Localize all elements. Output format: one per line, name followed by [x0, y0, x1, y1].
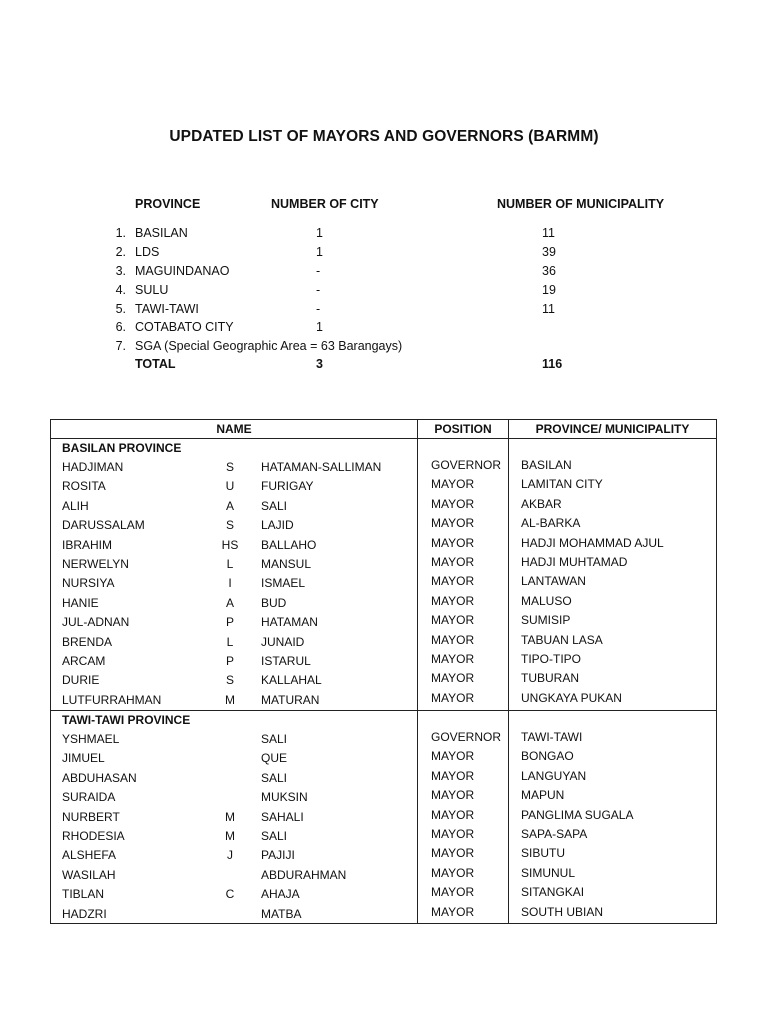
official-first-name: ROSITA [62, 479, 106, 494]
table-row [51, 887, 716, 906]
summary-row-province: TAWI-TAWI [135, 302, 199, 316]
official-middle-initial: A [225, 498, 234, 513]
summary-row-province: MAGUINDANAO [135, 264, 230, 278]
official-province-municipality: PANGLIMA SUGALA [521, 807, 634, 822]
official-middle-initial: S [225, 673, 234, 688]
table-row [51, 829, 716, 848]
summary-row-number: 6. [115, 320, 126, 334]
official-first-name: NERWELYN [62, 557, 129, 571]
official-first-name: ARCAM [62, 654, 106, 668]
official-last-name: BALLAHO [261, 537, 317, 552]
official-province-municipality: TABUAN LASA [521, 632, 603, 647]
official-last-name: HATAMAN-SALLIMAN [261, 460, 382, 474]
official-position: GOVERNOR [431, 730, 502, 744]
summary-section [0, 0, 768, 380]
official-last-name: ISTARUL [261, 654, 311, 668]
table-row [51, 751, 716, 770]
official-last-name: PAJIJI [261, 848, 295, 863]
table-row [51, 768, 716, 790]
summary-row-province: COTABATO CITY [135, 320, 234, 334]
official-last-name: BUD [261, 595, 287, 610]
official-last-name: MUKSIN [261, 790, 308, 805]
table-row [51, 518, 716, 537]
official-position: MAYOR [431, 593, 475, 608]
summary-row-city-count: - [316, 283, 321, 297]
official-middle-initial: C [225, 887, 235, 902]
official-position: MAYOR [431, 807, 475, 822]
official-last-name: HATAMAN [261, 615, 318, 630]
official-first-name: IBRAHIM [62, 537, 113, 552]
official-first-name: ALIH [62, 498, 89, 513]
table-header-rule [51, 438, 716, 439]
official-province-municipality: SIMUNUL [521, 865, 576, 880]
official-position: MAYOR [431, 477, 475, 492]
summary-header-municipality: NUMBER OF MUNICIPALITY [497, 197, 665, 211]
summary-row-number: 3. [115, 264, 126, 278]
summary-row-province: SGA (Special Geographic Area = 63 Barangays) [135, 339, 403, 353]
table-row [51, 460, 716, 479]
official-province-municipality: SOUTH UBIAN [521, 904, 604, 919]
official-first-name: SURAIDA [62, 790, 116, 805]
official-position: MAYOR [431, 613, 475, 628]
table-header-name: NAME [216, 422, 252, 436]
official-first-name: NURSIYA [62, 576, 115, 591]
official-first-name: HADJIMAN [62, 460, 124, 474]
official-middle-initial: M [225, 809, 235, 824]
official-province-municipality: MALUSO [521, 593, 572, 608]
summary-row-province: SULU [135, 283, 169, 297]
summary-row-number: 5. [115, 302, 126, 316]
official-province-municipality: LAMITAN CITY [521, 477, 603, 492]
summary-row-number: 4. [115, 283, 126, 297]
official-position: MAYOR [431, 632, 475, 647]
summary-row [0, 264, 768, 282]
summary-row-city-count: 1 [316, 320, 323, 334]
official-province-municipality: TIPO-TIPO [521, 652, 581, 666]
summary-row-number: 7. [115, 339, 126, 353]
summary-row-number: 2. [115, 245, 126, 259]
official-position: MAYOR [431, 885, 475, 900]
official-province-municipality: SIBUTU [521, 846, 566, 861]
official-last-name: JUNAID [261, 634, 305, 649]
official-last-name: SALI [261, 498, 288, 513]
table-row [51, 904, 716, 926]
table-row [51, 790, 716, 809]
official-middle-initial: S [225, 518, 234, 533]
official-last-name: SALI [261, 732, 288, 746]
official-last-name: MATURAN [261, 692, 320, 707]
official-first-name: ABDUHASAN [62, 770, 137, 785]
table-row [51, 732, 716, 751]
official-middle-initial: A [225, 595, 234, 610]
official-position: MAYOR [431, 535, 475, 550]
summary-header-province: PROVINCE [135, 197, 201, 211]
table-row [51, 654, 716, 673]
summary-header-city: NUMBER OF CITY [271, 197, 379, 211]
table-row [51, 615, 716, 634]
summary-row-number: 1. [115, 226, 126, 240]
official-last-name: SAHALI [261, 809, 304, 824]
summary-row-city-count: - [316, 264, 321, 278]
summary-row-municipality-count: 11 [542, 226, 555, 240]
official-first-name: ALSHEFA [62, 848, 117, 863]
official-position: MAYOR [431, 652, 475, 666]
table-row [51, 557, 716, 576]
official-first-name: JUL-ADNAN [62, 615, 130, 630]
summary-row-municipality-count: 11 [542, 302, 555, 316]
table-row [51, 479, 716, 498]
official-last-name: MATBA [261, 906, 302, 921]
official-first-name: NURBERT [62, 809, 120, 824]
table-section-title: TAWI-TAWI PROVINCE [62, 713, 191, 727]
official-province-municipality: BASILAN [521, 458, 572, 472]
official-province-municipality: TAWI-TAWI [521, 730, 583, 744]
official-last-name: MANSUL [261, 557, 312, 571]
summary-row-city-count: 1 [316, 226, 323, 240]
summary-row [0, 245, 768, 263]
table-row [51, 593, 716, 615]
official-middle-initial: J [227, 848, 233, 863]
table-row [51, 865, 716, 887]
official-position: MAYOR [431, 846, 475, 861]
table-row [51, 632, 716, 654]
official-first-name: HADZRI [62, 906, 107, 921]
table-header-position: POSITION [434, 422, 492, 436]
summary-row [0, 283, 768, 301]
table-row [51, 807, 716, 829]
official-province-municipality: SITANGKAI [521, 885, 585, 900]
official-middle-initial: I [228, 576, 232, 591]
document-title: UPDATED LIST OF MAYORS AND GOVERNORS (BARMM) [169, 128, 599, 145]
official-first-name: LUTFURRAHMAN [62, 692, 162, 707]
summary-row-municipality-count: 19 [542, 283, 556, 297]
official-last-name: FURIGAY [261, 479, 314, 494]
official-position: MAYOR [431, 574, 475, 589]
official-province-municipality: SAPA-SAPA [521, 827, 588, 841]
official-first-name: JIMUEL [62, 751, 105, 766]
official-position: MAYOR [431, 768, 475, 783]
summary-row [0, 226, 768, 244]
official-middle-initial: P [225, 654, 234, 668]
summary-row-city-count: - [316, 302, 321, 316]
official-middle-initial: L [226, 634, 234, 649]
official-last-name: LAJID [261, 518, 294, 533]
official-last-name: KALLAHAL [261, 673, 322, 688]
official-province-municipality: AKBAR [521, 496, 562, 511]
summary-row [0, 302, 768, 320]
summary-row-province: LDS [135, 245, 160, 259]
official-middle-initial: M [225, 692, 235, 707]
official-first-name: TIBLAN [62, 887, 105, 902]
official-middle-initial: P [225, 615, 234, 630]
official-middle-initial: U [225, 479, 235, 494]
official-first-name: WASILAH [62, 867, 116, 882]
official-position: MAYOR [431, 749, 475, 764]
official-middle-initial: S [225, 460, 234, 474]
official-first-name: DARUSSALAM [62, 518, 145, 533]
official-middle-initial: HS [221, 537, 239, 552]
official-position: MAYOR [431, 496, 475, 511]
official-position: MAYOR [431, 516, 475, 531]
official-last-name: SALI [261, 770, 288, 785]
official-province-municipality: SUMISIP [521, 613, 571, 628]
table-row [51, 690, 716, 712]
official-province-municipality: UNGKAYA PUKAN [521, 690, 622, 705]
official-first-name: BRENDA [62, 634, 113, 649]
official-last-name: QUE [261, 751, 288, 766]
official-first-name: RHODESIA [62, 829, 125, 843]
summary-row [0, 339, 768, 357]
official-province-municipality: AL-BARKA [521, 516, 581, 531]
table-row [51, 535, 716, 557]
officials-table [50, 419, 717, 924]
table-row [51, 673, 716, 692]
summary-total-city: 3 [316, 357, 323, 371]
official-first-name: HANIE [62, 595, 99, 610]
official-position: MAYOR [431, 690, 475, 705]
table-row [51, 496, 716, 518]
summary-row-city-count: 1 [316, 245, 323, 259]
official-last-name: ABDURAHMAN [261, 867, 347, 882]
table-section-title: BASILAN PROVINCE [62, 441, 182, 455]
summary-total-municipality: 116 [542, 357, 563, 371]
official-first-name: DURIE [62, 673, 100, 688]
official-province-municipality: LANTAWAN [521, 574, 586, 589]
official-position: MAYOR [431, 904, 475, 919]
official-province-municipality: HADJI MUHTAMAD [521, 555, 628, 569]
official-position: MAYOR [431, 671, 475, 686]
summary-row-province: BASILAN [135, 226, 188, 240]
summary-row-municipality-count: 39 [542, 245, 556, 259]
official-middle-initial: M [225, 829, 235, 843]
official-position: MAYOR [431, 865, 475, 880]
official-position: MAYOR [431, 827, 475, 841]
official-last-name: SALI [261, 829, 288, 843]
official-position: MAYOR [431, 788, 475, 803]
official-province-municipality: MAPUN [521, 788, 565, 803]
official-province-municipality: LANGUYAN [521, 768, 587, 783]
official-position: MAYOR [431, 555, 475, 569]
official-province-municipality: TUBURAN [521, 671, 580, 686]
summary-total-label: TOTAL [135, 357, 176, 371]
table-row [51, 576, 716, 595]
summary-row-municipality-count: 36 [542, 264, 556, 278]
official-position: GOVERNOR [431, 458, 502, 472]
official-province-municipality: HADJI MOHAMMAD AJUL [521, 535, 664, 550]
table-header-province-municipality: PROVINCE/ MUNICIPALITY [535, 422, 690, 436]
official-middle-initial: L [226, 557, 234, 571]
official-last-name: AHAJA [261, 887, 300, 902]
official-province-municipality: BONGAO [521, 749, 574, 764]
summary-total-row [0, 357, 768, 375]
table-row [51, 848, 716, 867]
summary-row [0, 320, 768, 338]
official-last-name: ISMAEL [261, 576, 306, 591]
official-first-name: YSHMAEL [62, 732, 120, 746]
